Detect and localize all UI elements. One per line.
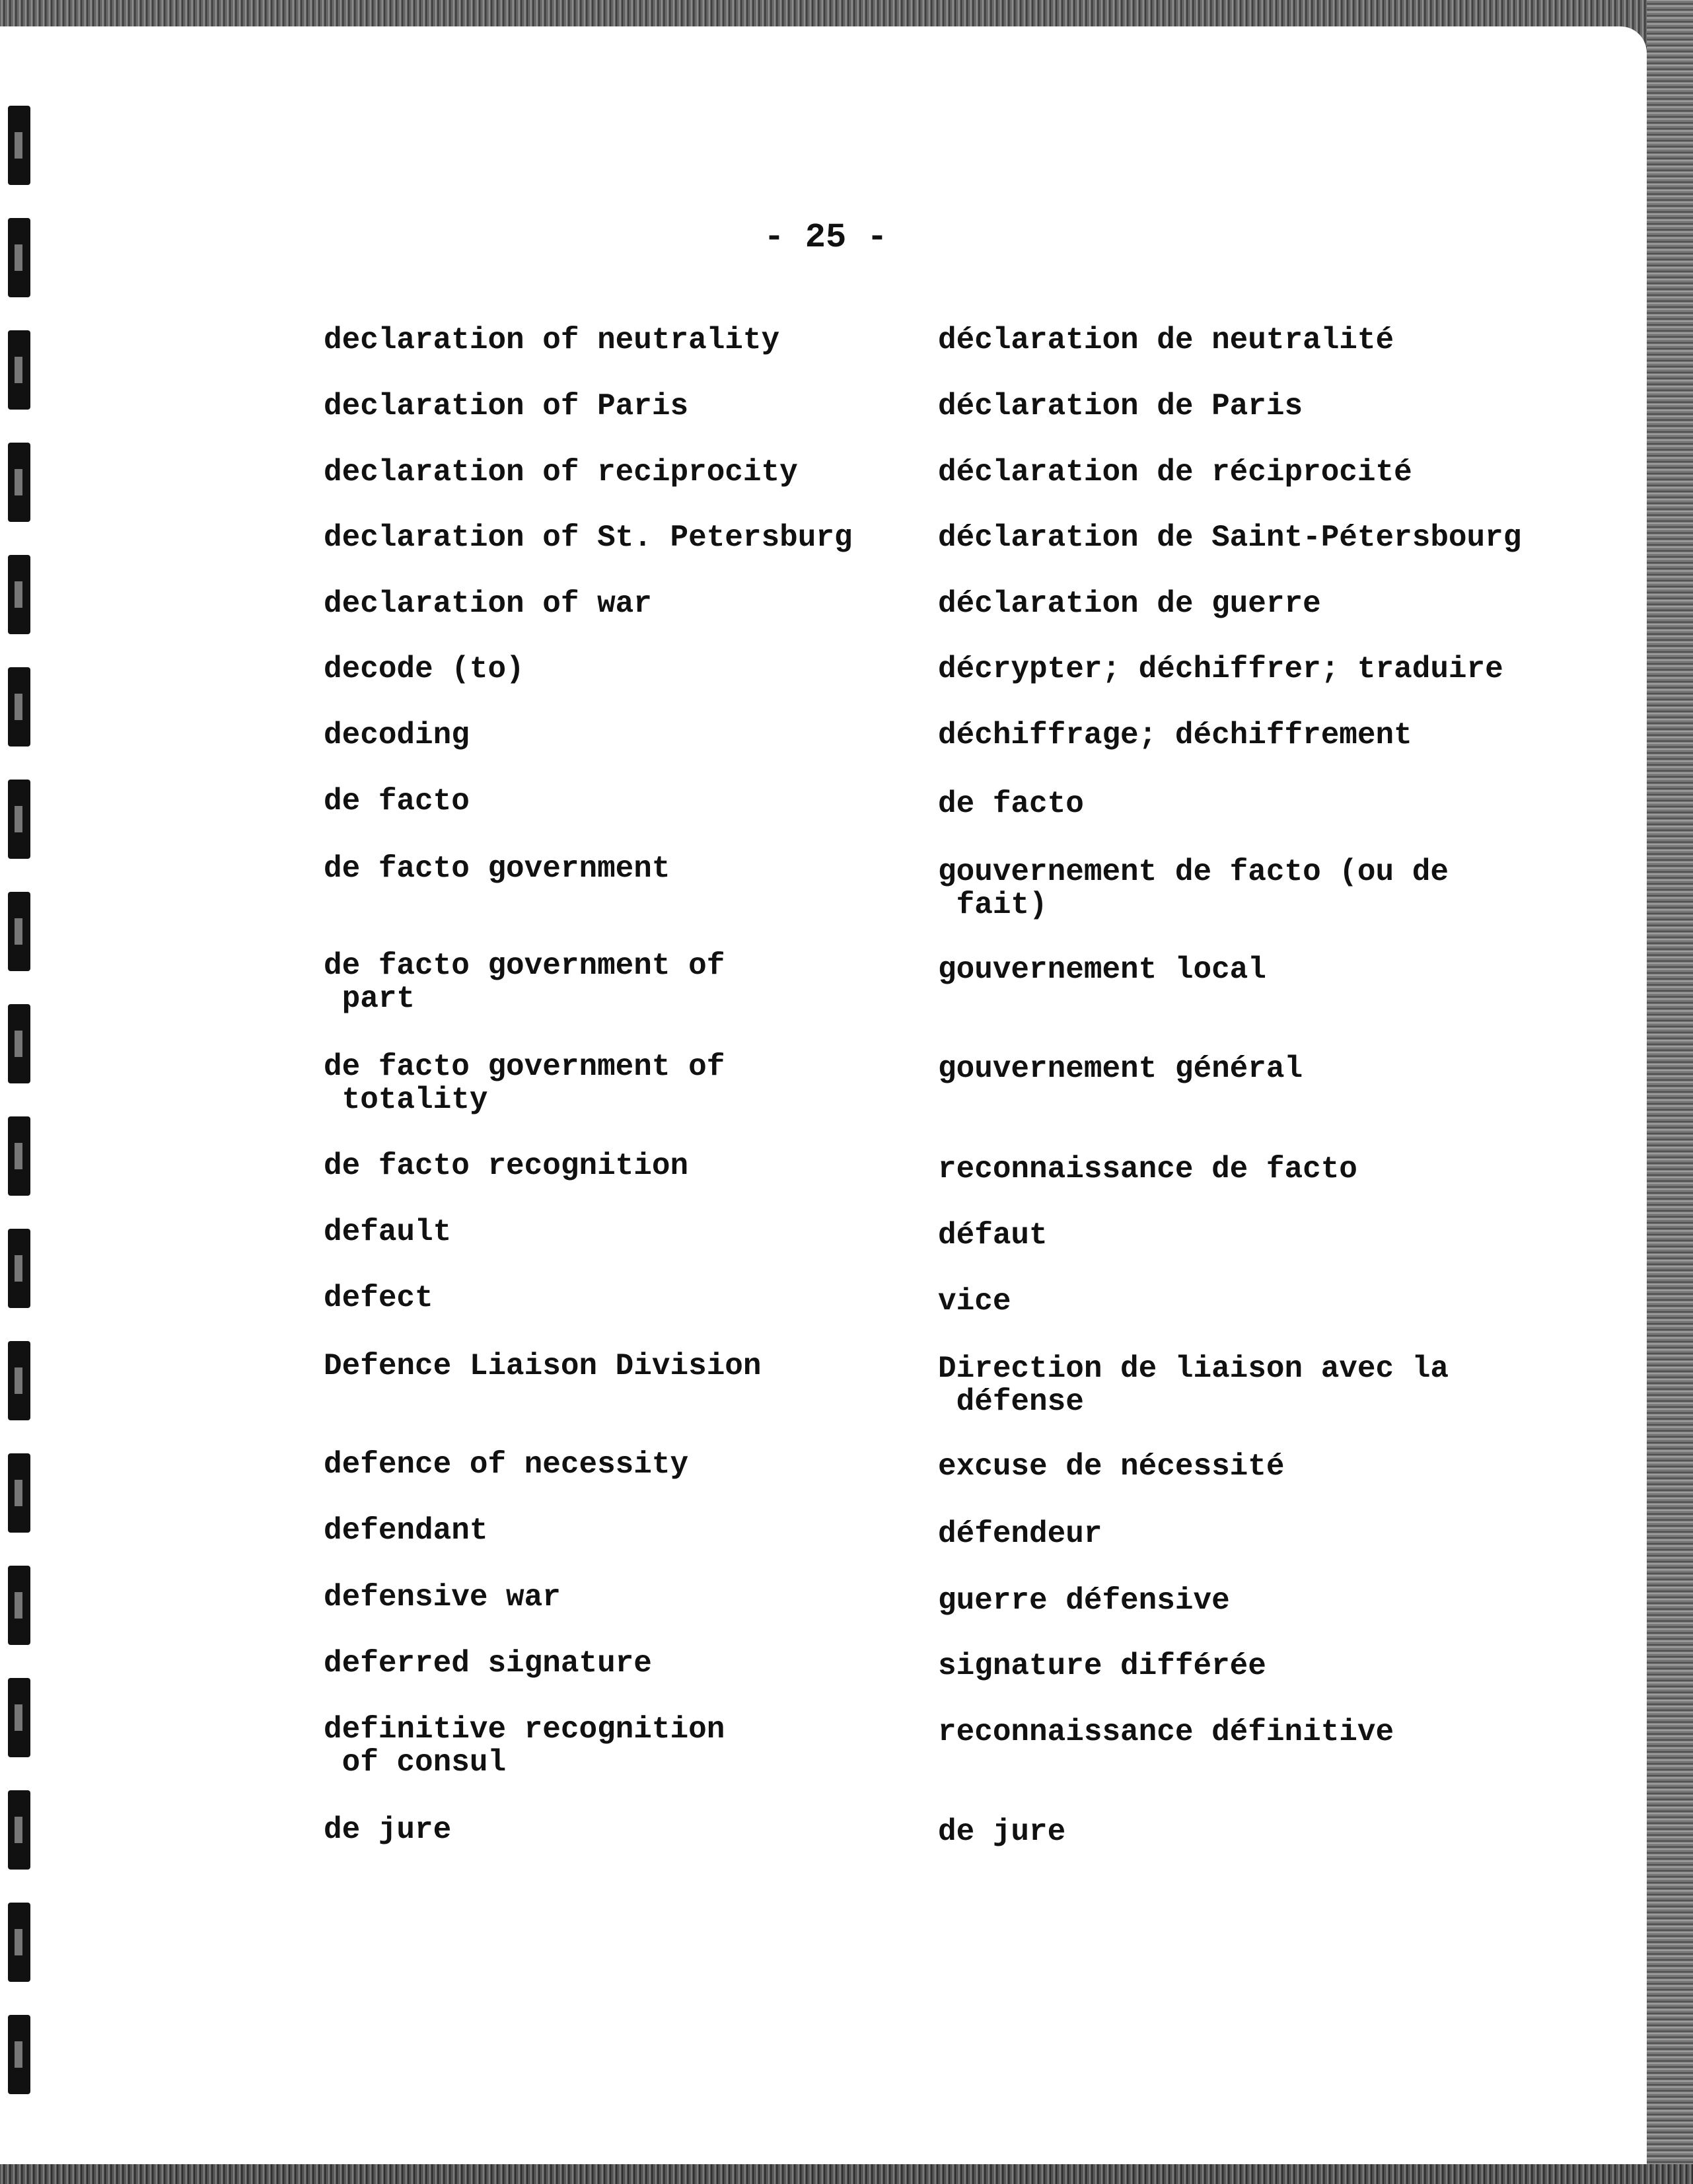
binding-ring	[8, 1566, 30, 1645]
binding-ring	[8, 1790, 30, 1870]
term-english: defence of necessity	[324, 1447, 689, 1482]
term-french: signature différée	[938, 1649, 1266, 1683]
term-french: Direction de liaison avec la défense	[938, 1352, 1449, 1419]
term-english: decoding	[324, 718, 470, 752]
term-french: gouvernement local	[938, 953, 1266, 987]
term-english: Defence Liaison Division	[324, 1349, 762, 1383]
term-french: de facto	[938, 787, 1084, 821]
binding-ring	[8, 330, 30, 410]
term-french: reconnaissance de facto	[938, 1152, 1357, 1186]
term-english: default	[324, 1215, 452, 1249]
term-french: décrypter; déchiffrer; traduire	[938, 652, 1503, 686]
term-english: de facto	[324, 784, 470, 819]
term-english: de facto government of totality	[324, 1050, 725, 1117]
binding-ring	[8, 443, 30, 522]
term-french: vice	[938, 1284, 1011, 1319]
spiral-binding	[0, 66, 40, 2180]
term-french: déchiffrage; déchiffrement	[938, 718, 1412, 752]
binding-ring	[8, 1116, 30, 1196]
term-french: déclaration de guerre	[938, 587, 1321, 621]
term-french: gouvernement général	[938, 1052, 1303, 1086]
term-english: de facto recognition	[324, 1149, 689, 1183]
binding-ring	[8, 892, 30, 971]
term-french: défaut	[938, 1218, 1048, 1253]
term-english: defensive war	[324, 1580, 561, 1615]
binding-ring	[8, 555, 30, 634]
term-french: de jure	[938, 1815, 1066, 1849]
term-french: reconnaissance définitive	[938, 1715, 1394, 1749]
term-french: excuse de nécessité	[938, 1449, 1285, 1484]
binding-ring	[8, 667, 30, 746]
scan-bottom-edge	[0, 2164, 1693, 2184]
term-french: guerre défensive	[938, 1583, 1230, 1618]
term-english: declaration of Paris	[324, 389, 689, 423]
term-english: de facto government of part	[324, 949, 725, 1016]
binding-ring	[8, 218, 30, 297]
binding-ring	[8, 1229, 30, 1308]
binding-ring	[8, 1678, 30, 1757]
term-english: defect	[324, 1281, 433, 1315]
binding-ring	[8, 1004, 30, 1083]
binding-ring	[8, 1341, 30, 1420]
term-french: déclaration de neutralité	[938, 323, 1394, 357]
term-english: declaration of reciprocity	[324, 455, 798, 490]
binding-ring	[8, 106, 30, 185]
term-english: declaration of neutrality	[324, 323, 780, 357]
term-french: déclaration de Paris	[938, 389, 1303, 423]
binding-ring	[8, 2015, 30, 2094]
page-number: - 25 -	[764, 218, 888, 257]
term-english: declaration of war	[324, 587, 652, 621]
term-english: deferred signature	[324, 1646, 652, 1681]
binding-ring	[8, 1453, 30, 1533]
term-english: definitive recognition of consul	[324, 1712, 725, 1780]
term-english: de facto government	[324, 852, 670, 886]
term-english: declaration of St. Petersburg	[324, 521, 853, 555]
term-french: déclaration de réciprocité	[938, 455, 1412, 490]
term-english: de jure	[324, 1813, 452, 1847]
binding-ring	[8, 780, 30, 859]
scan-right-edge	[1647, 0, 1693, 2184]
term-english: defendant	[324, 1513, 488, 1548]
term-english: decode (to)	[324, 652, 524, 686]
term-french: déclaration de Saint-Pétersbourg	[938, 521, 1522, 555]
term-french: défendeur	[938, 1517, 1102, 1551]
binding-ring	[8, 1903, 30, 1982]
term-french: gouvernement de facto (ou de fait)	[938, 855, 1449, 922]
